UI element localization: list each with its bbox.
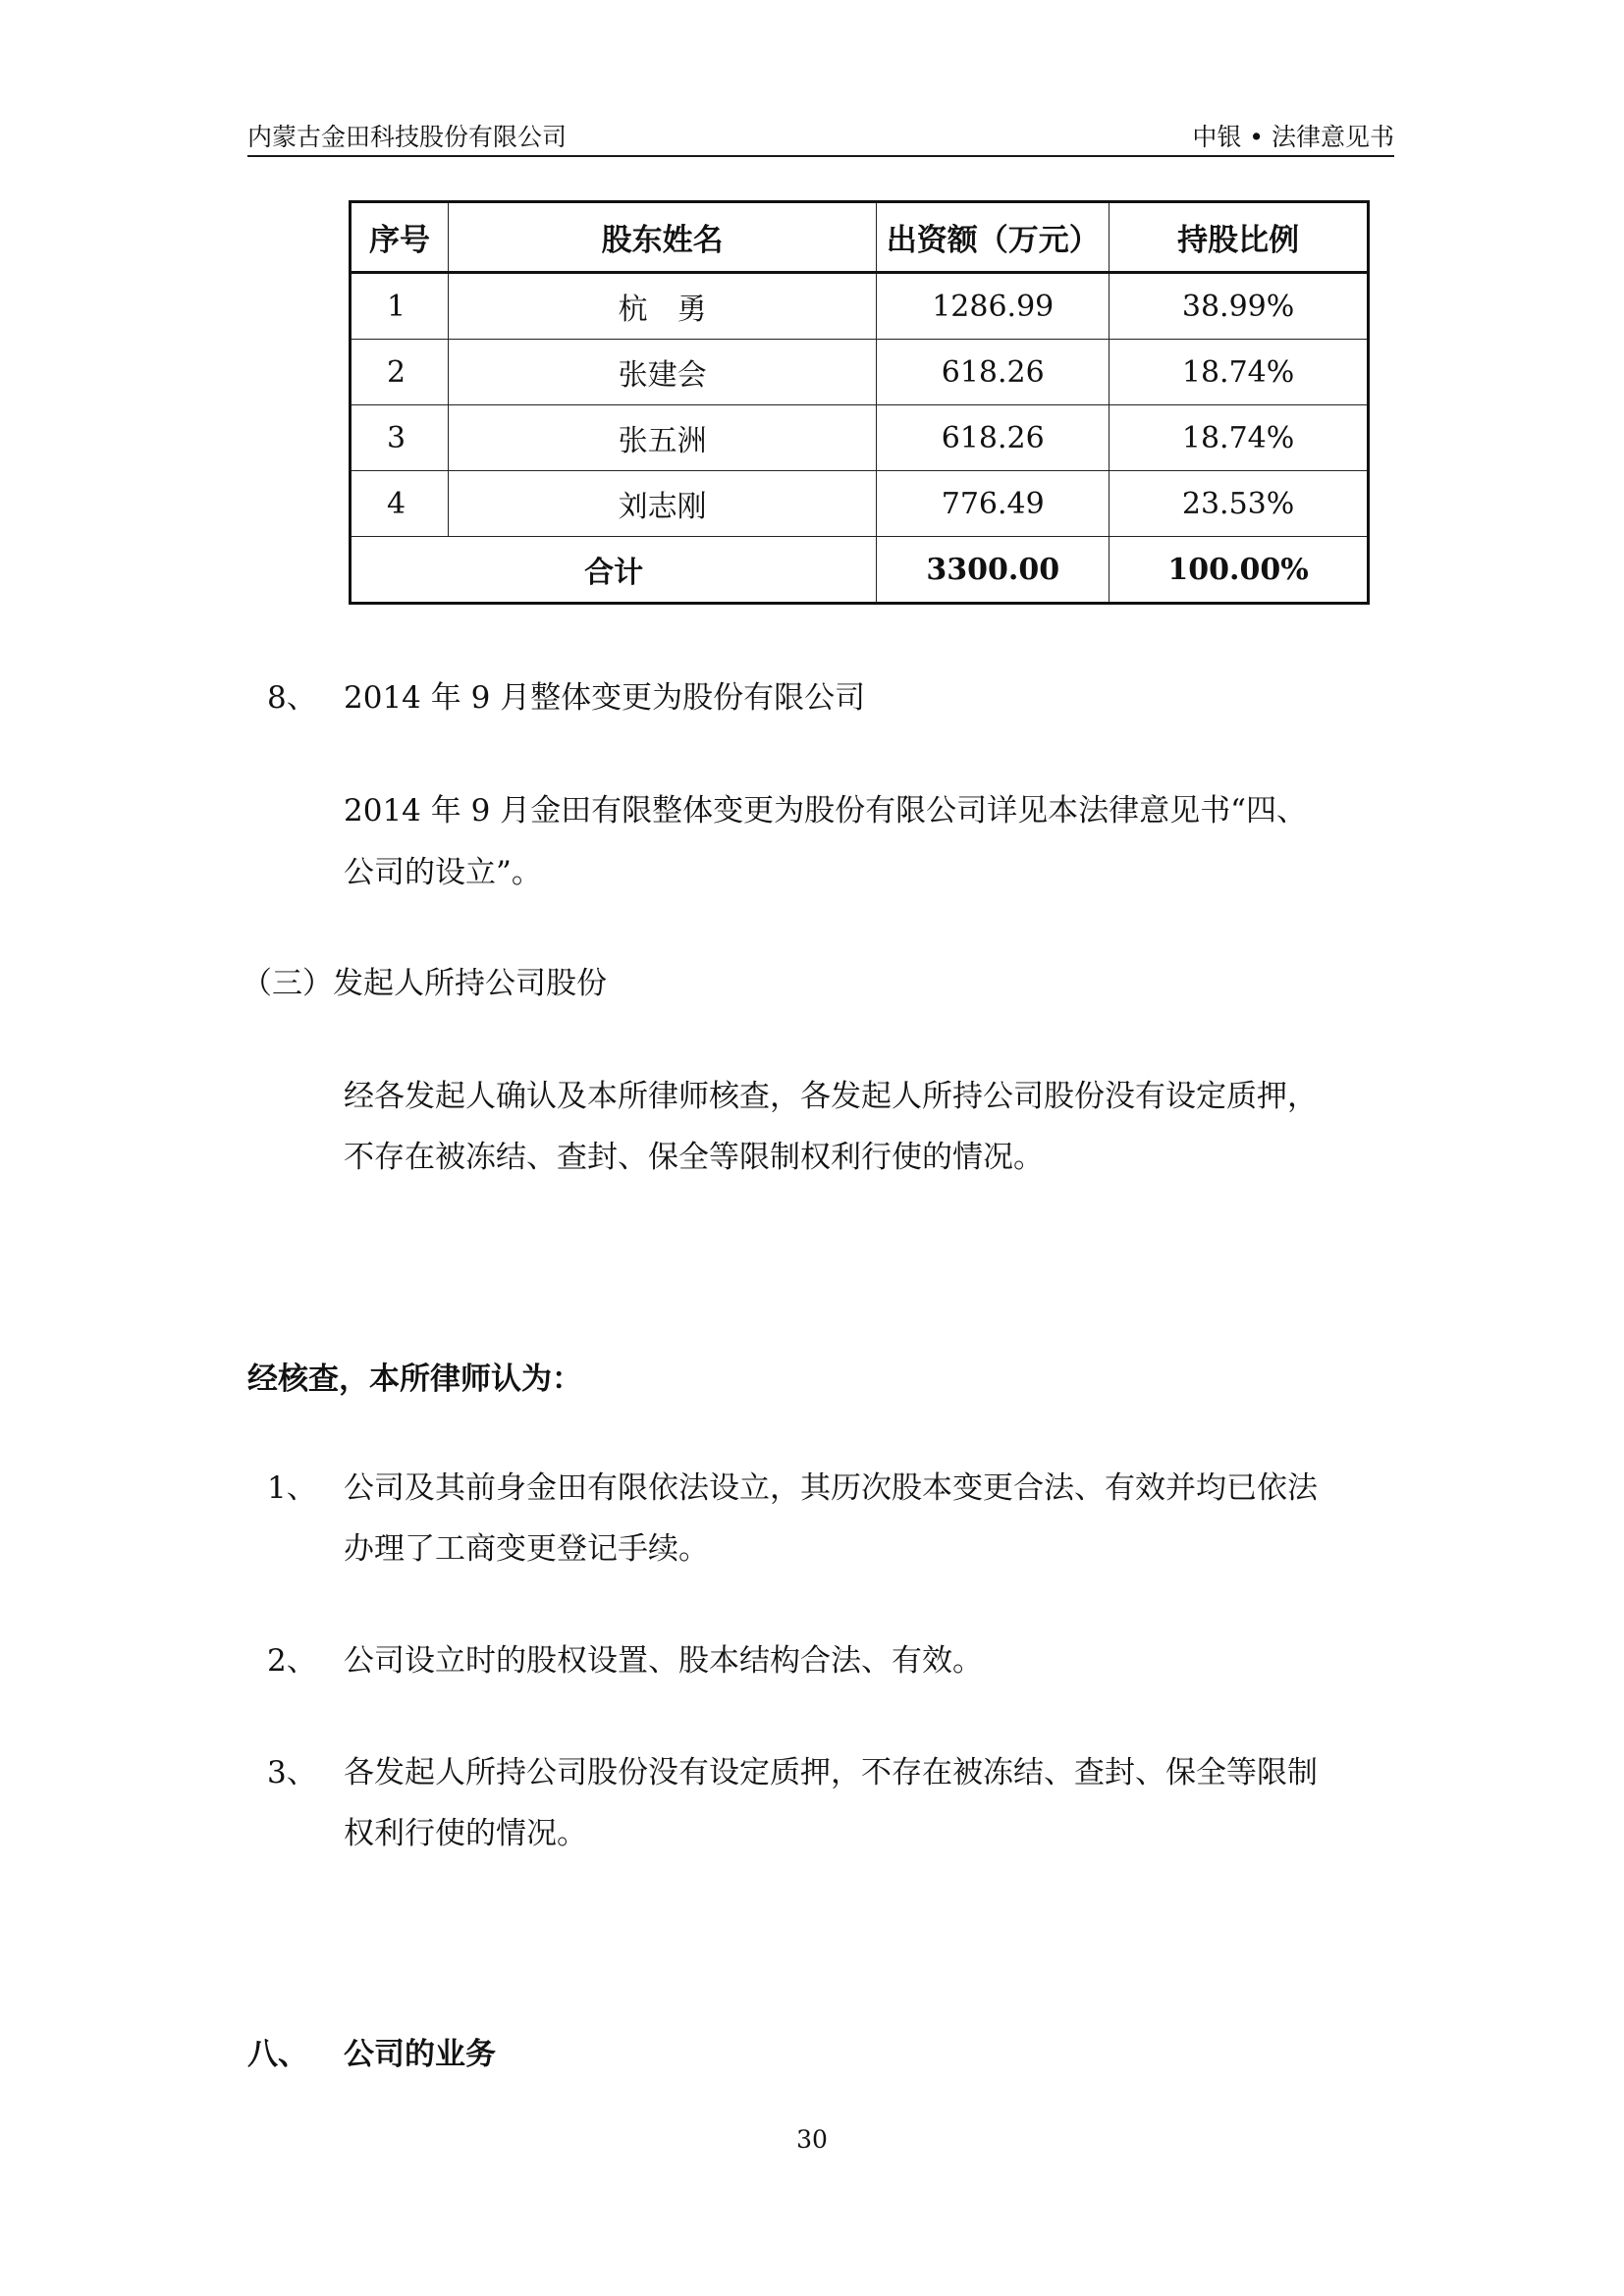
chapter8-number: 八、	[247, 2037, 308, 2072]
cell-name: 刘志刚	[448, 471, 876, 537]
section3-title: （三）发起人所持公司股份	[242, 966, 607, 1001]
header-ratio: 持股比例	[1110, 202, 1369, 273]
cell-serial: 3	[351, 405, 449, 471]
cell-ratio: 23.53%	[1110, 471, 1369, 537]
cell-amount: 1286.99	[877, 273, 1110, 340]
cell-total-ratio: 100.00%	[1110, 537, 1369, 604]
cell-ratio: 18.74%	[1110, 405, 1369, 471]
cell-amount: 618.26	[877, 340, 1110, 405]
cell-amount: 776.49	[877, 471, 1110, 537]
header-company-name: 内蒙古金田科技股份有限公司	[247, 123, 568, 151]
section8-paragraph-line1: 2014 年 9 月金田有限整体变更为股份有限公司详见本法律意见书“四、	[344, 793, 1308, 828]
cell-name: 杭 勇	[448, 273, 876, 340]
table-row	[351, 471, 1369, 537]
section8-paragraph-line2: 公司的设立”。	[344, 855, 542, 890]
conclusion-item-line1: 公司设立时的股权设置、股本结构合法、有效。	[344, 1643, 983, 1679]
conclusion-item-number: 2、	[267, 1643, 317, 1679]
cell-serial: 2	[351, 340, 449, 405]
section8-title: 2014 年 9 月整体变更为股份有限公司	[344, 680, 866, 716]
conclusion-item-line1: 公司及其前身金田有限依法设立，其历次股本变更合法、有效并均已依法	[344, 1470, 1318, 1506]
cell-serial: 1	[351, 273, 449, 340]
table-header-row	[351, 202, 1369, 273]
cell-amount: 618.26	[877, 405, 1110, 471]
header-serial: 序号	[351, 202, 449, 273]
shareholder-table	[349, 200, 1370, 605]
header-contribution: 出资额（万元）	[877, 202, 1110, 273]
conclusion-item-line2: 权利行使的情况。	[344, 1816, 587, 1851]
table-row	[351, 405, 1369, 471]
header-shareholder-name: 股东姓名	[448, 202, 876, 273]
conclusion-item-line1: 各发起人所持公司股份没有设定质押，不存在被冻结、查封、保全等限制	[344, 1755, 1318, 1790]
cell-serial: 4	[351, 471, 449, 537]
table-row	[351, 340, 1369, 405]
conclusion-item-number: 1、	[267, 1470, 317, 1506]
cell-ratio: 18.74%	[1110, 340, 1369, 405]
page-header	[247, 110, 1394, 157]
table-total-row	[351, 537, 1369, 604]
cell-ratio: 38.99%	[1110, 273, 1369, 340]
header-document-type: 中银 • 法律意见书	[1192, 123, 1394, 151]
section3-paragraph-line1: 经各发起人确认及本所律师核查，各发起人所持公司股份没有设定质押，	[344, 1079, 1318, 1114]
cell-name: 张建会	[448, 340, 876, 405]
section3-paragraph-line2: 不存在被冻结、查封、保全等限制权利行使的情况。	[344, 1140, 1044, 1175]
table-row	[351, 273, 1369, 340]
cell-total-amount: 3300.00	[877, 537, 1110, 604]
cell-total-label: 合计	[351, 537, 877, 604]
conclusion-heading: 经核查，本所律师认为：	[247, 1362, 582, 1397]
cell-name: 张五洲	[448, 405, 876, 471]
section8-number: 8、	[267, 680, 317, 716]
page-number: 30	[796, 2125, 828, 2154]
chapter8-title: 公司的业务	[344, 2037, 496, 2072]
conclusion-item-line2: 办理了工商变更登记手续。	[344, 1531, 709, 1567]
conclusion-item-number: 3、	[267, 1755, 317, 1790]
